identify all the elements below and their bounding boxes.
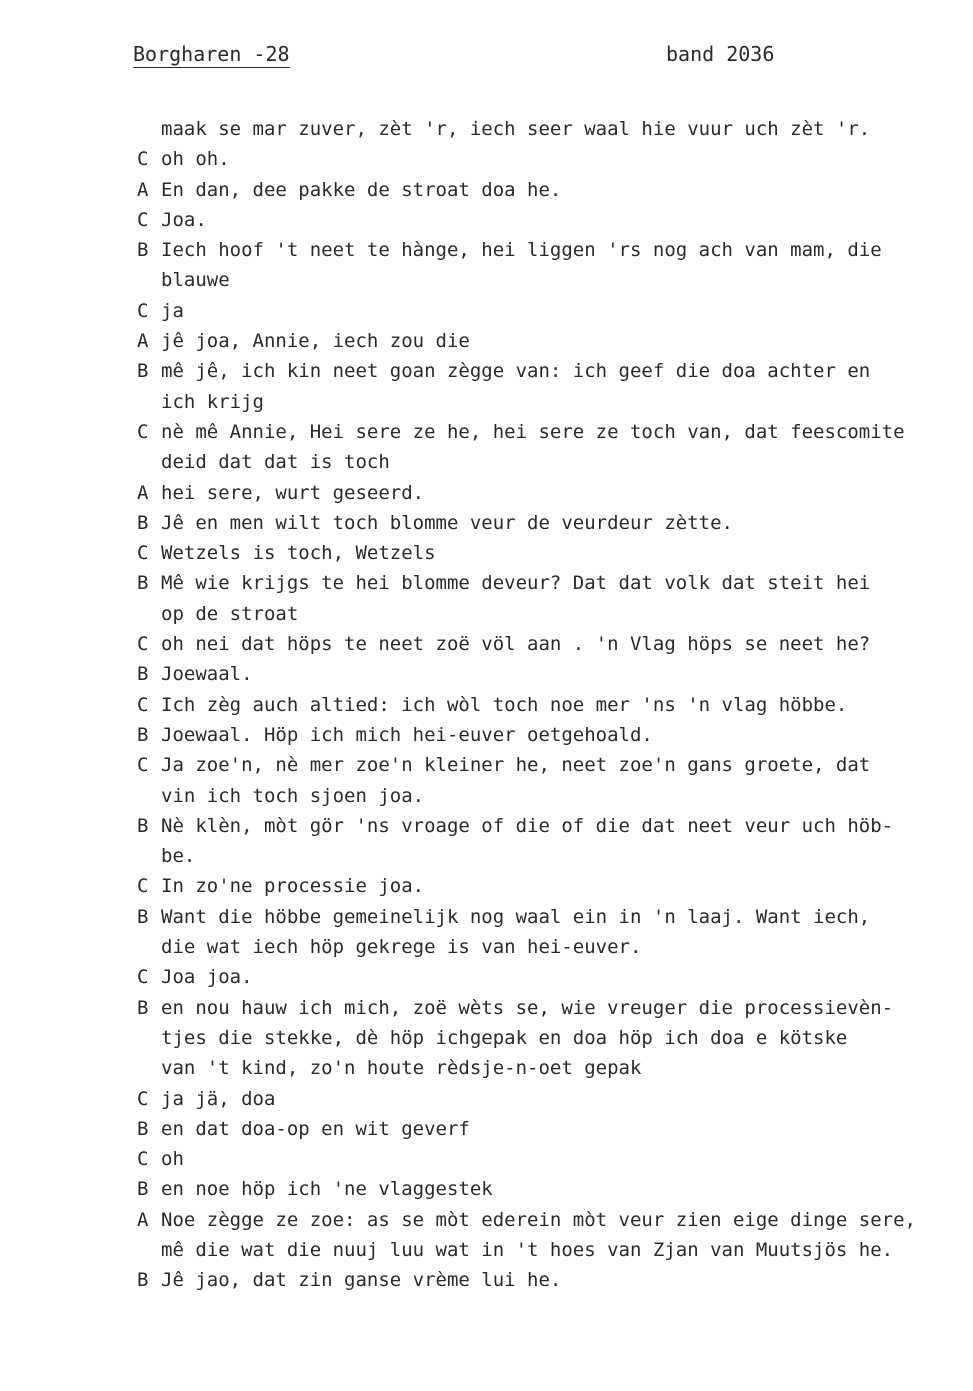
line-text: Ja zoe'n, nè mer zoe'n kleiner he, neet zoe'n gans groete, dat: [161, 754, 871, 777]
line-text: Nè klèn, mòt gör 'ns vroage of die of die dat neet veur uch höb-: [161, 814, 894, 837]
line-text: be.: [161, 845, 196, 868]
transcript-line: [137, 932, 967, 962]
transcript-line: [137, 1023, 967, 1053]
transcript-line: [137, 750, 967, 780]
line-text: Want die höbbe gemeinelijk nog waal ein in 'n laaj. Want iech,: [161, 905, 871, 928]
line-text: en noe höp ich 'ne vlaggestek: [161, 1178, 493, 1201]
speaker-label: B: [137, 996, 149, 1019]
line-text: Wetzels is toch, Wetzels: [161, 542, 436, 565]
speaker-label: C: [137, 1148, 149, 1171]
transcript-line: [137, 902, 967, 932]
transcript-line: [137, 447, 967, 477]
transcript-line: [137, 478, 967, 508]
line-text: vin ich toch sjoen joa.: [161, 784, 425, 807]
line-text: Jê en men wilt toch blomme veur de veurdeur zètte.: [161, 511, 733, 534]
transcript-line: [137, 841, 967, 871]
speaker-label: B: [137, 814, 149, 837]
speaker-label: C: [137, 542, 149, 565]
transcript-line: [137, 1265, 967, 1295]
line-text: ja: [161, 299, 184, 322]
transcript-line: [137, 659, 967, 689]
speaker-label: C: [137, 966, 149, 989]
speaker-label: B: [137, 905, 149, 928]
header-tape-number: band 2036: [666, 42, 775, 66]
transcript-line: [137, 538, 967, 568]
transcript-line: [137, 1235, 967, 1265]
speaker-label: B: [137, 239, 149, 262]
transcript-line: [137, 629, 967, 659]
line-text: mê jê, ich kin neet goan zègge van: ich geef die doa achter en: [161, 360, 871, 383]
transcript-line: [137, 356, 967, 386]
speaker-label: C: [137, 633, 149, 656]
line-text: Joewaal.: [161, 663, 253, 686]
speaker-label: C: [137, 1087, 149, 1110]
transcript-line: [137, 1053, 967, 1083]
transcript-line: [137, 720, 967, 750]
line-text: nè mê Annie, Hei sere ze he, hei sere ze toch van, dat feescomite: [161, 420, 905, 443]
transcript-body: [137, 114, 967, 1296]
speaker-label: B: [137, 1117, 149, 1140]
line-text: maak se mar zuver, zèt 'r, iech seer waal hie vuur uch zèt 'r.: [161, 118, 871, 140]
line-text: op de stroat: [161, 602, 299, 625]
speaker-label: A: [137, 1208, 149, 1231]
transcript-line: [137, 690, 967, 720]
transcript-line: [137, 205, 967, 235]
speaker-label: C: [137, 208, 149, 231]
transcript-line: [137, 1205, 967, 1235]
transcript-line: [137, 599, 967, 629]
line-text: Joewaal. Höp ich mich hei-euver oetgehoald.: [161, 723, 653, 746]
transcript-line: [137, 326, 967, 356]
line-text: Ich zèg auch altied: ich wòl toch noe mer 'ns 'n vlag höbbe.: [161, 693, 848, 716]
speaker-label: C: [137, 148, 149, 171]
line-text: Iech hoof 't neet te hànge, hei liggen 'rs nog ach van mam, die: [161, 239, 882, 262]
speaker-label: B: [137, 572, 149, 595]
line-text: oh: [161, 1148, 184, 1171]
transcript-line: [137, 1174, 967, 1204]
transcript-line: [137, 417, 967, 447]
transcript-line: [137, 993, 967, 1023]
line-text: deid dat dat is toch: [161, 451, 390, 474]
line-text: En dan, dee pakke de stroat doa he.: [161, 178, 562, 201]
line-text: Joa.: [161, 208, 207, 231]
line-text: Noe zègge ze zoe: as se mòt ederein mòt veur zien eige dinge sere,: [161, 1208, 916, 1231]
speaker-label: A: [137, 481, 149, 504]
line-text: In zo'ne processie joa.: [161, 875, 425, 898]
header-location: Borgharen -28: [133, 42, 290, 66]
speaker-label: C: [137, 693, 149, 716]
transcript-line: [137, 568, 967, 598]
speaker-label: B: [137, 511, 149, 534]
speaker-label: C: [137, 299, 149, 322]
line-text: ja jä, doa: [161, 1087, 276, 1110]
line-text: ich krijg: [161, 390, 264, 413]
line-text: mê die wat die nuuj luu wat in 't hoes van Zjan van Muutsjös he.: [161, 1238, 894, 1261]
line-text: Jê jao, dat zin ganse vrème lui he.: [161, 1269, 562, 1292]
transcript-line: [137, 508, 967, 538]
speaker-label: C: [137, 875, 149, 898]
line-text: oh nei dat höps te neet zoë völ aan . 'n Vlag höps se neet he?: [161, 633, 871, 656]
transcript-line: [137, 387, 967, 417]
transcript-line: [137, 1144, 967, 1174]
transcript-line: [137, 871, 967, 901]
speaker-label: B: [137, 360, 149, 383]
speaker-label: A: [137, 330, 149, 353]
speaker-label: C: [137, 754, 149, 777]
speaker-label: B: [137, 1269, 149, 1292]
transcript-line: [137, 296, 967, 326]
line-text: hei sere, wurt geseerd.: [161, 481, 425, 504]
line-text: en dat doa-op en wit geverf: [161, 1117, 470, 1140]
speaker-label: B: [137, 1178, 149, 1201]
line-text: en nou hauw ich mich, zoë wèts se, wie vreuger die processievèn-: [161, 996, 894, 1019]
transcript-line: [137, 811, 967, 841]
transcript-line: [137, 175, 967, 205]
line-text: blauwe: [161, 269, 230, 292]
line-text: van 't kind, zo'n houte rèdsje-n-oet gepak: [161, 1057, 642, 1080]
transcript-line: [137, 144, 967, 174]
speaker-label: B: [137, 723, 149, 746]
line-text: tjes die stekke, dè höp ichgepak en doa höp ich doa e kötske: [161, 1026, 848, 1049]
transcript-line: [137, 265, 967, 295]
line-text: jê joa, Annie, iech zou die: [161, 330, 470, 353]
line-text: Mê wie krijgs te hei blomme deveur? Dat dat volk dat steit hei: [161, 572, 871, 595]
line-text: die wat iech höp gekrege is van hei-euver.: [161, 936, 642, 959]
transcript-line: [137, 1084, 967, 1114]
transcript-line: [137, 1114, 967, 1144]
speaker-label: C: [137, 420, 149, 443]
speaker-label: A: [137, 178, 149, 201]
transcript-line: [137, 781, 967, 811]
transcript-line: [137, 235, 967, 265]
transcript-line: [137, 114, 967, 144]
speaker-label: B: [137, 663, 149, 686]
transcript-line: [137, 962, 967, 992]
line-text: Joa joa.: [161, 966, 253, 989]
line-text: oh oh.: [161, 148, 230, 171]
